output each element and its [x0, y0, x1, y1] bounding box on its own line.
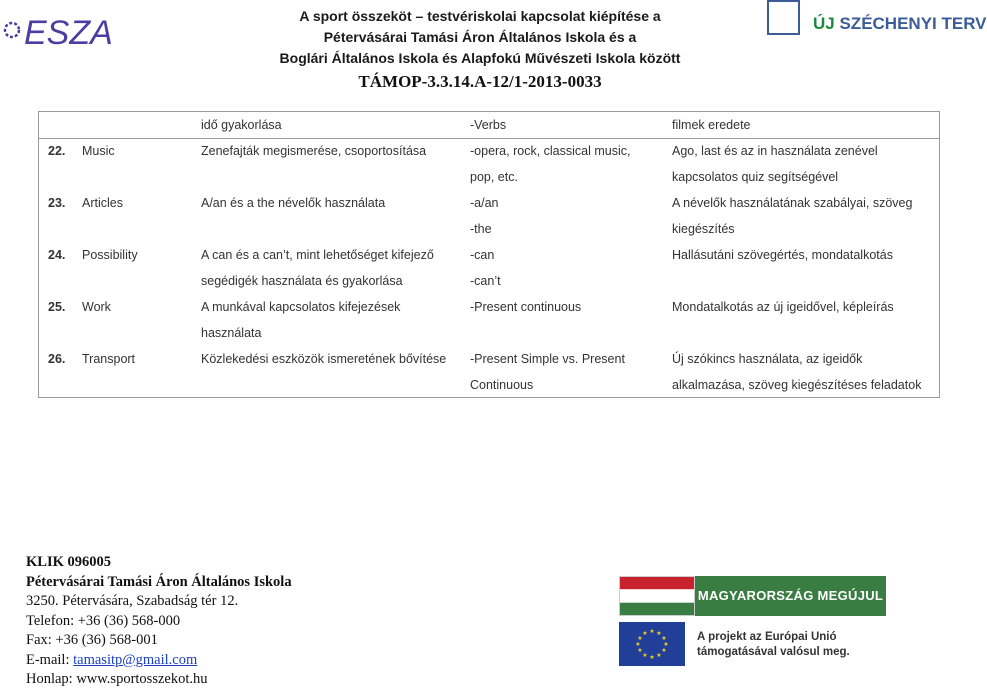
table-row — [39, 346, 939, 372]
magyarorszag-megujul-badge — [619, 576, 886, 616]
grammar-cell: -can’t — [470, 274, 501, 288]
project-code: TÁMOP-3.3.14.A-12/1-2013-0033 — [358, 72, 602, 91]
svg-text:★: ★ — [635, 641, 641, 648]
school-name: Pétervásárai Tamási Áron Általános Iskola — [26, 573, 292, 590]
school-phone: Telefon: +36 (36) 568-000 — [26, 612, 181, 629]
szechenyi-flag-icon — [767, 0, 800, 35]
svg-text:★: ★ — [656, 630, 662, 637]
school-website: Honlap: www.sportosszekot.hu — [26, 671, 208, 687]
eu-flag-icon — [619, 622, 685, 666]
row-number: 24. — [48, 248, 66, 262]
activity-cell: Hallásutáni szövegértés, mondatalkotás — [672, 248, 893, 262]
svg-text:★: ★ — [637, 647, 643, 654]
grammar-cell: -Verbs — [470, 118, 507, 132]
topic-cell: Work — [82, 300, 111, 314]
contact-block — [26, 553, 292, 690]
svg-text:★: ★ — [642, 652, 648, 659]
svg-text:★: ★ — [649, 654, 655, 661]
content-cell: A/an és a the névelők használata — [201, 196, 386, 210]
content-cell: segédigék használata és gyakorlása — [201, 274, 403, 288]
svg-text:★: ★ — [663, 641, 669, 648]
svg-text:★: ★ — [637, 635, 643, 642]
grammar-cell: -Present Simple vs. Present — [470, 352, 625, 366]
grammar-cell: -Present continuous — [470, 300, 582, 314]
title-line-3: Boglári Általános Iskola és Alapfokú Művészeti Iskola között — [279, 50, 681, 66]
activity-cell: Mondatalkotás az új igeidővel, képleírás — [672, 300, 894, 314]
table-row — [39, 268, 939, 294]
row-number: 25. — [48, 300, 66, 314]
eu-text-line-2: támogatásával valósul meg. — [697, 646, 850, 658]
table-row — [39, 112, 939, 138]
szechenyi-prefix: ÚJ — [813, 14, 835, 33]
document-title — [230, 6, 730, 69]
content-cell: Zenefajták megismerése, csoportosítása — [201, 144, 427, 158]
topic-cell: Music — [82, 144, 115, 158]
school-address: 3250. Pétervására, Szabadság tér 12. — [26, 593, 239, 609]
row-number: 26. — [48, 352, 66, 366]
activity-cell: Új szókincs használata, az igeidők — [672, 352, 863, 366]
szechenyi-terv-logo — [767, 0, 987, 62]
title-line-2: Pétervásárai Tamási Áron Általános Iskola és a — [323, 29, 637, 45]
email-link[interactable]: tamasitp@gmail.com — [73, 651, 198, 668]
school-email — [26, 651, 292, 671]
grammar-cell: -can — [470, 248, 495, 262]
table-row — [39, 216, 939, 242]
table-row — [39, 190, 939, 216]
curriculum-table — [38, 111, 940, 398]
activity-cell: filmek eredete — [672, 118, 751, 132]
table-row — [39, 164, 939, 190]
content-cell: A can és a can’t, mint lehetőséget kifejező — [201, 248, 434, 262]
topic-cell: Articles — [82, 196, 123, 210]
table-row — [39, 320, 939, 346]
grammar-cell: -a/an — [470, 196, 499, 210]
row-number: 23. — [48, 196, 66, 210]
activity-cell: kapcsolatos quiz segítségével — [672, 170, 839, 184]
esza-logo-text: ESZA — [24, 14, 113, 52]
svg-text:★: ★ — [661, 647, 667, 654]
content-cell: idő gyakorlása — [201, 118, 282, 132]
table-row — [39, 294, 939, 320]
topic-cell: Possibility — [82, 248, 138, 262]
svg-text:★: ★ — [661, 635, 667, 642]
svg-text:★: ★ — [656, 652, 662, 659]
school-fax: Fax: +36 (36) 568-001 — [26, 632, 158, 648]
grammar-cell: pop, etc. — [470, 170, 518, 184]
esza-logo — [2, 10, 113, 52]
activity-cell: kiegészítés — [672, 222, 735, 236]
szechenyi-name: SZÉCHENYI TERV — [839, 14, 987, 33]
grammar-cell: -opera, rock, classical music, — [470, 144, 631, 158]
activity-cell: alkalmazása, szöveg kiegészítéses feladatok — [672, 378, 922, 392]
content-cell: használata — [201, 326, 262, 340]
svg-text:★: ★ — [642, 630, 648, 637]
magyarorszag-text: MAGYARORSZÁG MEGÚJUL — [695, 576, 886, 616]
klik-code: KLIK 096005 — [26, 554, 111, 570]
topic-cell: Transport — [82, 352, 136, 366]
grammar-cell: Continuous — [470, 378, 534, 392]
hungarian-flag-icon — [619, 576, 695, 616]
content-cell: Közlekedési eszközök ismeretének bővítése — [201, 352, 447, 366]
email-label: E-mail: — [26, 651, 74, 668]
table-row — [39, 242, 939, 268]
row-number: 22. — [48, 144, 66, 158]
eu-text-line-1: A projekt az Európai Unió — [697, 631, 837, 643]
activity-cell: A névelők használatának szabályai, szöveg — [672, 196, 913, 210]
activity-cell: Ago, last és az in használata zenével — [672, 144, 878, 158]
svg-text:★: ★ — [649, 628, 655, 635]
table-row — [39, 372, 939, 398]
table-row — [39, 138, 939, 164]
content-cell: A munkával kapcsolatos kifejezések — [201, 300, 401, 314]
eu-support-badge — [619, 622, 939, 666]
title-line-1: A sport összeköt – testvériskolai kapcsolat kiépítése a — [299, 8, 661, 24]
grammar-cell: -the — [470, 222, 492, 236]
